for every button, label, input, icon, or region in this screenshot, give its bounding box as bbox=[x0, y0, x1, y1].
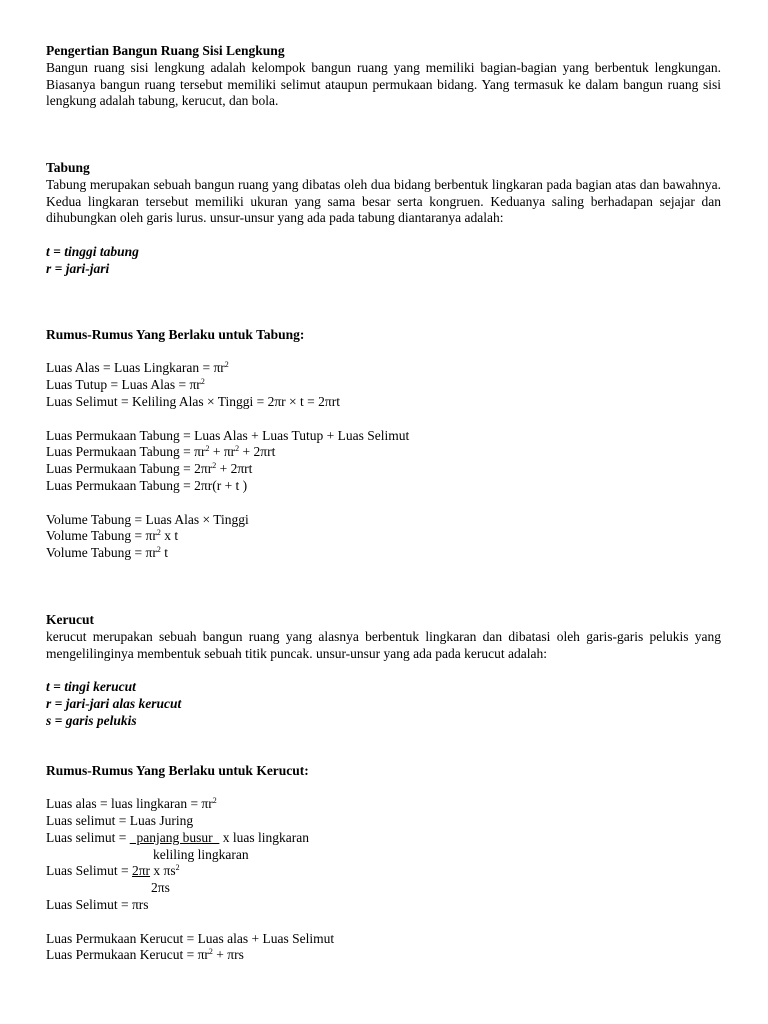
kerucut-heading: Kerucut bbox=[46, 612, 94, 627]
kerucut-luas-permukaan-2: Luas Permukaan Kerucut = $\pi r^2 + \pi rs$ bbox=[46, 947, 244, 962]
intro-paragraph: Bangun ruang sisi lengkung adalah kelompok bangun ruang yang memiliki bagian-bagian yang berbentuk lengkungan. Biasanya bangun ruang tersebut memiliki selimut ataupun permukaan bidang. Yang termasuk ke dalam bangun ruang sisi lengkung adalah tabung, kerucut, dan bola. bbox=[46, 60, 721, 108]
kerucut-luas-selimut-4: Luas Selimut = πrs bbox=[46, 897, 149, 912]
kerucut-luas-selimut-3: Luas Selimut = 2πr x $\pi s^2$ bbox=[46, 863, 180, 878]
fraction-numerator: panjang busur bbox=[129, 830, 220, 845]
intro-heading: Pengertian Bangun Ruang Sisi Lengkung bbox=[46, 43, 285, 58]
tabung-luas-permukaan-1: Luas Permukaan Tabung = Luas Alas + Luas Tutup + Luas Selimut bbox=[46, 428, 410, 443]
kerucut-luas-alas: Luas alas = luas lingkaran = $\pi r^2$ bbox=[46, 796, 217, 811]
tabung-formula-heading: Rumus-Rumus Yang Berlaku untuk Tabung: bbox=[46, 327, 305, 342]
tabung-paragraph: Tabung merupakan sebuah bangun ruang yang dibatas oleh dua bidang berbentuk lingkaran pada bagian atas dan bawahnya. Kedua lingkaran tersebut memiliki ukuran yang sama besar serta kongruen. Keduanya saling berhadapan sejajar dan dihubungkan oleh garis lurus. unsur-unsur yang ada pada tabung diantaranya adalah: bbox=[46, 177, 721, 225]
kerucut-element-r: r = jari-jari alas kerucut bbox=[46, 696, 182, 711]
tabung-luas-permukaan-4: Luas Permukaan Tabung = 2πr(r + t ) bbox=[46, 478, 248, 493]
tabung-heading: Tabung bbox=[46, 160, 90, 175]
kerucut-luas-selimut-1: Luas selimut = Luas Juring bbox=[46, 813, 194, 828]
tabung-luas-tutup: Luas Tutup = Luas Alas = $\pi r^2$ bbox=[46, 377, 205, 392]
kerucut-element-s: s = garis pelukis bbox=[46, 713, 137, 728]
kerucut-paragraph: kerucut merupakan sebuah bangun ruang yang alasnya berbentuk lingkaran dan dibatasi oleh garis-garis pelukis yang mengelilinginya membentuk sebuah titik puncak. unsur-unsur yang ada pada kerucut adalah: bbox=[46, 629, 721, 661]
fraction-denominator: 2πs bbox=[151, 880, 170, 895]
kerucut-luas-permukaan-1: Luas Permukaan Kerucut = Luas alas + Luas Selimut bbox=[46, 931, 335, 946]
kerucut-luas-selimut-2: Luas selimut = panjang busur x luas lingkaran bbox=[46, 830, 309, 845]
tabung-volume-3: Volume Tabung = $\pi r^2$ t bbox=[46, 545, 168, 560]
tabung-luas-alas: Luas Alas = Luas Lingkaran = $\pi r^2$ bbox=[46, 360, 229, 375]
tabung-luas-selimut: Luas Selimut = Keliling Alas × Tinggi = 2πr × t = 2πrt bbox=[46, 394, 340, 409]
tabung-volume-2: Volume Tabung = $\pi r^2$ x t bbox=[46, 528, 179, 543]
fraction-numerator: 2πr bbox=[131, 863, 151, 878]
tabung-luas-permukaan-2: Luas Permukaan Tabung = $\pi r^2 + \pi r^2 + 2\pi rt$ bbox=[46, 444, 276, 459]
tabung-element-r: r = jari-jari bbox=[46, 261, 110, 276]
fraction-denominator: keliling lingkaran bbox=[153, 847, 249, 862]
tabung-volume-1: Volume Tabung = Luas Alas × Tinggi bbox=[46, 512, 249, 527]
kerucut-formula-heading: Rumus-Rumus Yang Berlaku untuk Kerucut: bbox=[46, 763, 309, 778]
kerucut-element-t: t = tingi kerucut bbox=[46, 679, 136, 694]
tabung-element-t: t = tinggi tabung bbox=[46, 244, 139, 259]
tabung-luas-permukaan-3: Luas Permukaan Tabung = $2\pi r^2 + 2\pi rt$ bbox=[46, 461, 253, 476]
